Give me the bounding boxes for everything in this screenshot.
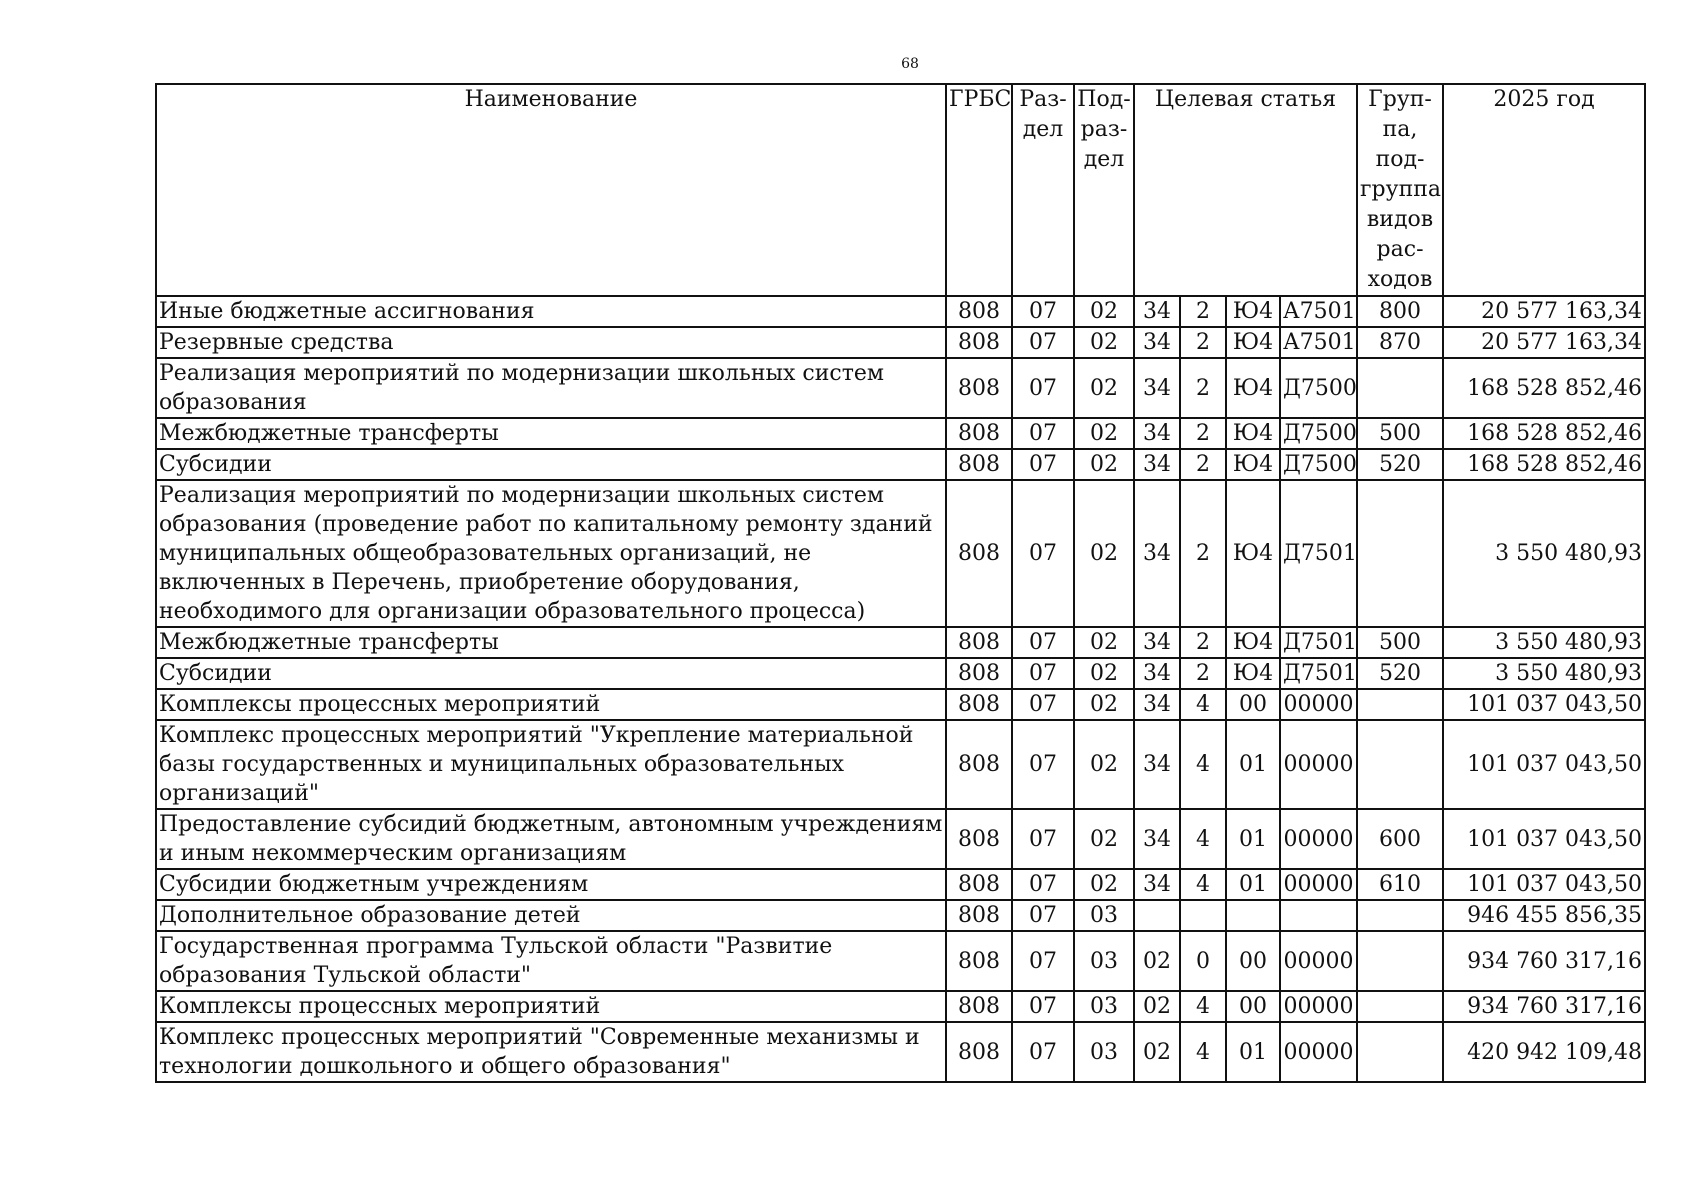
cell-amount: 420 942 109,48 bbox=[1443, 1022, 1645, 1082]
cell-amount: 168 528 852,46 bbox=[1443, 449, 1645, 480]
cell-razdel: 07 bbox=[1012, 900, 1074, 931]
cell-name: Комплекс процессных мероприятий "Современные механизмы и технологии дошкольного и общего образования" bbox=[156, 1022, 946, 1082]
cell-cs-project: 01 bbox=[1226, 720, 1280, 809]
cell-razdel: 07 bbox=[1012, 658, 1074, 689]
cell-amount: 20 577 163,34 bbox=[1443, 327, 1645, 358]
table-row bbox=[156, 869, 1645, 900]
cell-amount: 168 528 852,46 bbox=[1443, 358, 1645, 418]
table-row bbox=[156, 720, 1645, 809]
cell-expense-group bbox=[1357, 720, 1443, 809]
cell-expense-group: 610 bbox=[1357, 869, 1443, 900]
cell-cs-type: 2 bbox=[1180, 627, 1226, 658]
cell-amount: 3 550 480,93 bbox=[1443, 658, 1645, 689]
cell-cs-direction: 00000 bbox=[1280, 809, 1357, 869]
cell-cs-project: Ю4 bbox=[1226, 627, 1280, 658]
header-podrazdel: Под- раз- дел bbox=[1074, 84, 1134, 296]
cell-name: Иные бюджетные ассигнования bbox=[156, 296, 946, 327]
cell-cs-program: 02 bbox=[1134, 991, 1180, 1022]
cell-name: Комплексы процессных мероприятий bbox=[156, 689, 946, 720]
cell-podrazdel: 03 bbox=[1074, 1022, 1134, 1082]
cell-grbs: 808 bbox=[946, 689, 1012, 720]
cell-razdel: 07 bbox=[1012, 480, 1074, 627]
cell-grbs: 808 bbox=[946, 720, 1012, 809]
cell-razdel: 07 bbox=[1012, 931, 1074, 991]
cell-cs-program: 34 bbox=[1134, 327, 1180, 358]
table-row bbox=[156, 809, 1645, 869]
cell-cs-project: 00 bbox=[1226, 689, 1280, 720]
cell-razdel: 07 bbox=[1012, 327, 1074, 358]
table-header bbox=[156, 84, 1645, 296]
cell-name: Реализация мероприятий по модернизации школьных систем образования (проведение работ по капитальному ремонту зданий муниципальных общеобразовательных организаций, не включенных в Перечень, приобретение оборудования, необходимого для организации образовательного процесса) bbox=[156, 480, 946, 627]
cell-cs-program: 34 bbox=[1134, 689, 1180, 720]
cell-expense-group: 500 bbox=[1357, 418, 1443, 449]
cell-podrazdel: 02 bbox=[1074, 480, 1134, 627]
cell-razdel: 07 bbox=[1012, 449, 1074, 480]
cell-expense-group: 520 bbox=[1357, 449, 1443, 480]
cell-name: Межбюджетные трансферты bbox=[156, 418, 946, 449]
cell-razdel: 07 bbox=[1012, 991, 1074, 1022]
cell-name: Субсидии бюджетным учреждениям bbox=[156, 869, 946, 900]
cell-razdel: 07 bbox=[1012, 358, 1074, 418]
cell-razdel: 07 bbox=[1012, 869, 1074, 900]
cell-grbs: 808 bbox=[946, 658, 1012, 689]
cell-cs-direction: 00000 bbox=[1280, 720, 1357, 809]
cell-podrazdel: 02 bbox=[1074, 689, 1134, 720]
cell-cs-direction: А7501 bbox=[1280, 296, 1357, 327]
cell-expense-group bbox=[1357, 991, 1443, 1022]
cell-name: Субсидии bbox=[156, 449, 946, 480]
cell-name: Государственная программа Тульской области "Развитие образования Тульской области" bbox=[156, 931, 946, 991]
cell-cs-type: 4 bbox=[1180, 689, 1226, 720]
cell-cs-project: Ю4 bbox=[1226, 658, 1280, 689]
cell-cs-type: 4 bbox=[1180, 720, 1226, 809]
cell-razdel: 07 bbox=[1012, 296, 1074, 327]
cell-cs-program bbox=[1134, 900, 1180, 931]
cell-razdel: 07 bbox=[1012, 1022, 1074, 1082]
cell-name: Реализация мероприятий по модернизации школьных систем образования bbox=[156, 358, 946, 418]
cell-expense-group bbox=[1357, 358, 1443, 418]
cell-expense-group bbox=[1357, 689, 1443, 720]
cell-expense-group bbox=[1357, 1022, 1443, 1082]
table-row bbox=[156, 1022, 1645, 1082]
cell-podrazdel: 02 bbox=[1074, 720, 1134, 809]
cell-razdel: 07 bbox=[1012, 809, 1074, 869]
cell-name: Комплекс процессных мероприятий "Укрепление материальной базы государственных и муниципальных образовательных организаций" bbox=[156, 720, 946, 809]
cell-cs-program: 34 bbox=[1134, 449, 1180, 480]
header-celevaya-statya: Целевая статья bbox=[1134, 84, 1357, 296]
cell-grbs: 808 bbox=[946, 358, 1012, 418]
table-row bbox=[156, 627, 1645, 658]
cell-amount: 101 037 043,50 bbox=[1443, 809, 1645, 869]
table-row bbox=[156, 689, 1645, 720]
cell-amount: 20 577 163,34 bbox=[1443, 296, 1645, 327]
cell-cs-direction: 00000 bbox=[1280, 991, 1357, 1022]
cell-grbs: 808 bbox=[946, 809, 1012, 869]
cell-name: Резервные средства bbox=[156, 327, 946, 358]
cell-cs-project: 01 bbox=[1226, 1022, 1280, 1082]
cell-cs-project: 00 bbox=[1226, 991, 1280, 1022]
cell-cs-direction: 00000 bbox=[1280, 1022, 1357, 1082]
cell-amount: 934 760 317,16 bbox=[1443, 931, 1645, 991]
cell-cs-direction: Д7500 bbox=[1280, 418, 1357, 449]
table-row bbox=[156, 991, 1645, 1022]
cell-podrazdel: 02 bbox=[1074, 296, 1134, 327]
cell-grbs: 808 bbox=[946, 418, 1012, 449]
cell-expense-group: 520 bbox=[1357, 658, 1443, 689]
header-name: Наименование bbox=[156, 84, 946, 296]
cell-podrazdel: 02 bbox=[1074, 658, 1134, 689]
page-number: 68 bbox=[901, 56, 919, 72]
cell-cs-type bbox=[1180, 900, 1226, 931]
cell-grbs: 808 bbox=[946, 449, 1012, 480]
header-razdel: Раз- дел bbox=[1012, 84, 1074, 296]
cell-amount: 934 760 317,16 bbox=[1443, 991, 1645, 1022]
cell-cs-program: 34 bbox=[1134, 809, 1180, 869]
cell-razdel: 07 bbox=[1012, 418, 1074, 449]
cell-amount: 168 528 852,46 bbox=[1443, 418, 1645, 449]
header-grbs: ГРБС bbox=[946, 84, 1012, 296]
header-gruppa-vidov-rashodov: Груп- па, под- группа видов рас- ходов bbox=[1357, 84, 1443, 296]
cell-razdel: 07 bbox=[1012, 689, 1074, 720]
cell-cs-program: 34 bbox=[1134, 296, 1180, 327]
cell-expense-group bbox=[1357, 480, 1443, 627]
cell-cs-project: Ю4 bbox=[1226, 449, 1280, 480]
cell-cs-project: Ю4 bbox=[1226, 358, 1280, 418]
cell-cs-type: 4 bbox=[1180, 991, 1226, 1022]
cell-cs-project: 01 bbox=[1226, 809, 1280, 869]
table-body bbox=[156, 296, 1645, 1082]
cell-grbs: 808 bbox=[946, 627, 1012, 658]
budget-table bbox=[155, 83, 1646, 1083]
cell-expense-group bbox=[1357, 931, 1443, 991]
cell-cs-type: 2 bbox=[1180, 327, 1226, 358]
table-row bbox=[156, 358, 1645, 418]
table-row bbox=[156, 449, 1645, 480]
cell-cs-type: 2 bbox=[1180, 658, 1226, 689]
cell-cs-direction: Д7500 bbox=[1280, 358, 1357, 418]
cell-cs-program: 34 bbox=[1134, 627, 1180, 658]
cell-podrazdel: 02 bbox=[1074, 869, 1134, 900]
cell-cs-type: 2 bbox=[1180, 480, 1226, 627]
cell-amount: 3 550 480,93 bbox=[1443, 480, 1645, 627]
cell-grbs: 808 bbox=[946, 480, 1012, 627]
cell-expense-group: 500 bbox=[1357, 627, 1443, 658]
cell-cs-type: 2 bbox=[1180, 296, 1226, 327]
cell-grbs: 808 bbox=[946, 869, 1012, 900]
cell-cs-direction: Д7500 bbox=[1280, 449, 1357, 480]
cell-cs-project: Ю4 bbox=[1226, 418, 1280, 449]
cell-cs-direction: Д7501 bbox=[1280, 658, 1357, 689]
cell-cs-project: Ю4 bbox=[1226, 327, 1280, 358]
table-row bbox=[156, 931, 1645, 991]
cell-cs-direction: 00000 bbox=[1280, 869, 1357, 900]
cell-name: Субсидии bbox=[156, 658, 946, 689]
cell-cs-program: 02 bbox=[1134, 1022, 1180, 1082]
cell-amount: 101 037 043,50 bbox=[1443, 689, 1645, 720]
cell-cs-program: 02 bbox=[1134, 931, 1180, 991]
cell-cs-type: 0 bbox=[1180, 931, 1226, 991]
table-row bbox=[156, 480, 1645, 627]
cell-cs-type: 2 bbox=[1180, 358, 1226, 418]
cell-cs-program: 34 bbox=[1134, 358, 1180, 418]
cell-podrazdel: 03 bbox=[1074, 900, 1134, 931]
cell-cs-program: 34 bbox=[1134, 658, 1180, 689]
table-row bbox=[156, 296, 1645, 327]
table-row bbox=[156, 900, 1645, 931]
cell-cs-project: Ю4 bbox=[1226, 480, 1280, 627]
cell-podrazdel: 02 bbox=[1074, 358, 1134, 418]
cell-podrazdel: 02 bbox=[1074, 418, 1134, 449]
cell-cs-program: 34 bbox=[1134, 720, 1180, 809]
cell-amount: 101 037 043,50 bbox=[1443, 869, 1645, 900]
cell-cs-type: 4 bbox=[1180, 809, 1226, 869]
cell-cs-direction bbox=[1280, 900, 1357, 931]
cell-cs-direction: А7501 bbox=[1280, 327, 1357, 358]
cell-grbs: 808 bbox=[946, 991, 1012, 1022]
cell-expense-group bbox=[1357, 900, 1443, 931]
cell-grbs: 808 bbox=[946, 327, 1012, 358]
cell-razdel: 07 bbox=[1012, 720, 1074, 809]
cell-cs-direction: Д7501 bbox=[1280, 627, 1357, 658]
cell-podrazdel: 03 bbox=[1074, 991, 1134, 1022]
cell-grbs: 808 bbox=[946, 296, 1012, 327]
cell-expense-group: 600 bbox=[1357, 809, 1443, 869]
cell-cs-project: 00 bbox=[1226, 931, 1280, 991]
cell-expense-group: 800 bbox=[1357, 296, 1443, 327]
cell-cs-project: Ю4 bbox=[1226, 296, 1280, 327]
cell-expense-group: 870 bbox=[1357, 327, 1443, 358]
cell-podrazdel: 02 bbox=[1074, 449, 1134, 480]
cell-cs-direction: Д7501 bbox=[1280, 480, 1357, 627]
header-year: 2025 год bbox=[1443, 84, 1645, 296]
cell-grbs: 808 bbox=[946, 931, 1012, 991]
cell-cs-type: 4 bbox=[1180, 869, 1226, 900]
cell-cs-program: 34 bbox=[1134, 480, 1180, 627]
cell-podrazdel: 02 bbox=[1074, 327, 1134, 358]
cell-cs-program: 34 bbox=[1134, 418, 1180, 449]
cell-cs-direction: 00000 bbox=[1280, 689, 1357, 720]
cell-grbs: 808 bbox=[946, 1022, 1012, 1082]
cell-cs-type: 4 bbox=[1180, 1022, 1226, 1082]
cell-amount: 101 037 043,50 bbox=[1443, 720, 1645, 809]
cell-cs-direction: 00000 bbox=[1280, 931, 1357, 991]
cell-cs-project: 01 bbox=[1226, 869, 1280, 900]
cell-amount: 946 455 856,35 bbox=[1443, 900, 1645, 931]
cell-cs-program: 34 bbox=[1134, 869, 1180, 900]
table-row bbox=[156, 658, 1645, 689]
cell-cs-type: 2 bbox=[1180, 418, 1226, 449]
cell-podrazdel: 02 bbox=[1074, 627, 1134, 658]
table-row bbox=[156, 327, 1645, 358]
cell-podrazdel: 02 bbox=[1074, 809, 1134, 869]
table-row bbox=[156, 418, 1645, 449]
cell-name: Дополнительное образование детей bbox=[156, 900, 946, 931]
cell-cs-project bbox=[1226, 900, 1280, 931]
cell-podrazdel: 03 bbox=[1074, 931, 1134, 991]
cell-grbs: 808 bbox=[946, 900, 1012, 931]
cell-razdel: 07 bbox=[1012, 627, 1074, 658]
cell-name: Комплексы процессных мероприятий bbox=[156, 991, 946, 1022]
cell-amount: 3 550 480,93 bbox=[1443, 627, 1645, 658]
cell-cs-type: 2 bbox=[1180, 449, 1226, 480]
cell-name: Межбюджетные трансферты bbox=[156, 627, 946, 658]
cell-name: Предоставление субсидий бюджетным, автономным учреждениям и иным некоммерческим организациям bbox=[156, 809, 946, 869]
